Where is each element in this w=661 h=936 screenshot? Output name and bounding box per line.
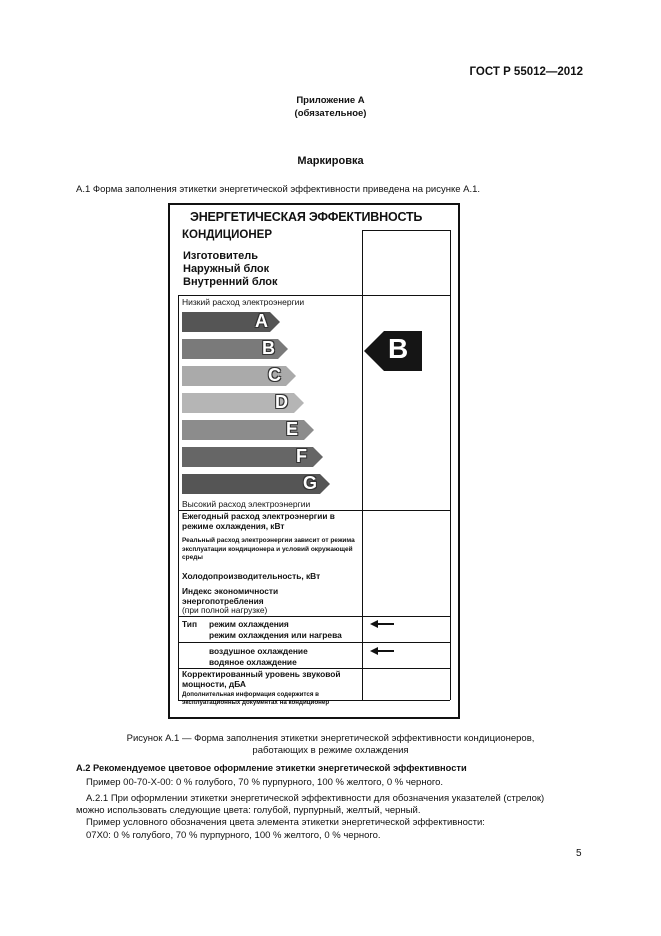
label-title: ЭНЕРГЕТИЧЕСКАЯ ЭФФЕКТИВНОСТЬ	[190, 210, 423, 224]
label-product: КОНДИЦИОНЕР	[182, 229, 272, 241]
manufacturer-line: Наружный блок	[183, 263, 270, 275]
type-label: Тип	[182, 619, 198, 629]
mode-cooling: режим охлаждения	[209, 619, 289, 629]
label-right-column-divider	[362, 510, 363, 700]
a21-line2: можно использовать следующие цвета: голубой, пурпурный, желтый, черный.	[76, 805, 421, 816]
efficiency-scale	[182, 308, 342, 498]
page-number: 5	[576, 848, 582, 859]
label-divider	[178, 616, 450, 617]
air-cooling: воздушное охлаждение	[209, 646, 308, 656]
a2-example2-intro: Пример условного обозначения цвета элемента этикетки энергетической эффективности:	[86, 817, 485, 828]
class-letter-a: A	[255, 311, 268, 331]
high-consumption-label: Высокий расход электроэнергии	[182, 499, 311, 509]
annual-consumption: Ежегодный расход электроэнергии в режиме охлаждения, кВт	[182, 511, 335, 531]
full-load-note: (при полной нагрузке)	[182, 605, 268, 615]
manufacturer-block	[183, 250, 278, 289]
mode-cooling-heating: режим охлаждения или нагрева	[209, 630, 342, 640]
label-left-border	[178, 295, 179, 700]
intro-paragraph: А.1 Форма заполнения этикетки энергетической эффективности приведена на рисунке А.1.	[76, 184, 481, 195]
label-divider	[178, 295, 450, 296]
section-title: Маркировка	[297, 155, 364, 167]
a2-example2: 07Х0: 0 % голубого, 70 % пурпурного, 100 % желтого, 0 % черного.	[86, 830, 381, 841]
selected-class-letter: B	[388, 333, 409, 364]
arrow-left-icon	[370, 619, 396, 629]
appendix-title: Приложение А	[296, 95, 365, 106]
manufacturer-line: Внутренний блок	[183, 276, 278, 288]
sound-level: Корректированный уровень звуковой мощности, дБА	[182, 669, 341, 689]
manufacturer-line: Изготовитель	[183, 250, 258, 262]
figure-caption-line2: работающих в режиме охлаждения	[252, 745, 409, 756]
class-letter-c: C	[268, 365, 281, 385]
document-code: ГОСТ Р 55012—2012	[469, 66, 583, 78]
additional-info: Дополнительная информация содержится в эксплуатационных документах на кондиционер	[182, 691, 330, 706]
a2-example1: Пример 00-70-Х-00: 0 % голубого, 70 % пурпурного, 100 % желтого, 0 % черного.	[86, 777, 444, 788]
label-right-border	[450, 230, 451, 700]
a21-line1: А.2.1 При оформлении этикетки энергетической эффективности для обозначения указателей (стрелок)	[86, 793, 545, 804]
annual-consumption-note: Реальный расход электроэнергии зависит от режима эксплуатации кондиционера и условий окружающей среды	[182, 537, 355, 561]
class-letter-b: B	[262, 338, 275, 358]
a2-title: А.2 Рекомендуемое цветовое оформление этикетки энергетической эффективности	[76, 763, 467, 773]
class-letter-f: F	[296, 446, 307, 466]
appendix-status: (обязательное)	[294, 108, 367, 119]
class-letter-g: G	[303, 473, 318, 493]
label-right-column-divider	[362, 230, 363, 538]
label-divider	[362, 230, 450, 231]
water-cooling: водяное охлаждение	[209, 657, 297, 667]
arrow-left-icon	[370, 646, 396, 656]
figure-caption-line1: Рисунок А.1 — Форма заполнения этикетки энергетической эффективности кондиционеров,	[126, 733, 535, 744]
cooling-capacity: Холодопроизводительность, кВт	[182, 571, 321, 581]
class-letter-e: E	[286, 419, 299, 439]
class-letter-d: D	[275, 392, 288, 412]
efficiency-index: Индекс экономичности энергопотребления	[182, 586, 279, 606]
label-divider	[178, 642, 450, 643]
low-consumption-label: Низкий расход электроэнергии	[182, 297, 305, 307]
